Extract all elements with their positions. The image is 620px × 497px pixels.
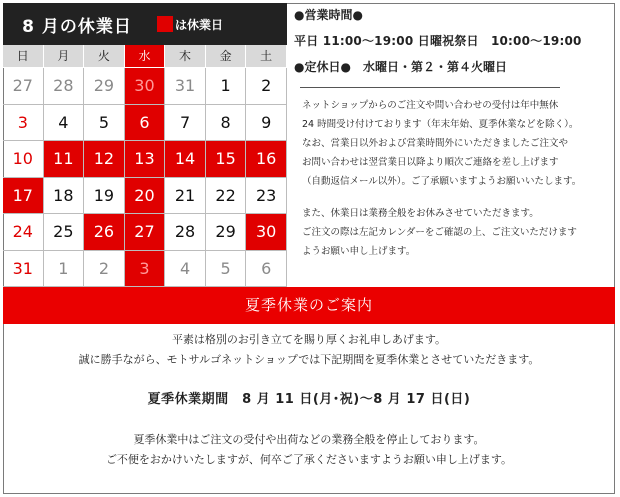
- closed-days-calendar: [3, 3, 287, 287]
- calendar-day: 24: [3, 214, 44, 251]
- calendar-day-closed: 11: [44, 141, 85, 178]
- weekday-header: 月: [44, 45, 85, 68]
- calendar-day: 19: [84, 178, 125, 215]
- calendar-day: 25: [44, 214, 85, 251]
- calendar-day: 3: [3, 105, 44, 142]
- weekday-header: 水: [125, 45, 166, 68]
- note-line: （自動返信メール以外）。ご了承願いますようお願いいたします。: [302, 176, 582, 187]
- calendar-day-closed: 17: [3, 178, 44, 215]
- holiday-period: 夏季休業期間 8 月 11 日(月･祝)～8 月 17 日(日): [147, 392, 471, 407]
- calendar-day-closed: 27: [125, 214, 166, 251]
- suspension-line: 夏季休業中はご注文の受付や出荷などの業務全般を停止しております。: [133, 433, 485, 446]
- calendar-day-closed: 6: [125, 105, 166, 142]
- calendar-day: 29: [206, 214, 247, 251]
- legend-red-swatch: [157, 16, 173, 32]
- weekday-header: 金: [206, 45, 247, 68]
- calendar-day: 31: [165, 68, 206, 105]
- calendar-day: 6: [246, 251, 287, 288]
- calendar-day-closed: 14: [165, 141, 206, 178]
- calendar-day: 2: [84, 251, 125, 288]
- calendar-day: 5: [84, 105, 125, 142]
- business-info: [294, 6, 612, 261]
- legend-label: は休業日: [175, 17, 224, 32]
- note-line: 24 時間受け付けております（年末年始、夏季休業などを除く）。: [302, 119, 579, 130]
- calendar-day: 31: [3, 251, 44, 288]
- calendar-day-closed: 13: [125, 141, 166, 178]
- calendar-day: 1: [44, 251, 85, 288]
- hours-text: 平日 11:00～19:00 日曜祝祭日 10:00～19:00: [294, 34, 582, 48]
- calendar-day: 8: [206, 105, 247, 142]
- calendar-title: 8 月の休業日: [22, 16, 132, 37]
- calendar-day: 4: [165, 251, 206, 288]
- calendar-day-closed: 30: [125, 68, 166, 105]
- calendar-day: 28: [165, 214, 206, 251]
- note-line: ご注文の際は左記カレンダーをご確認の上、ご注文いただけます: [302, 227, 577, 238]
- calendar-day: 1: [206, 68, 247, 105]
- closed-days-text: ●定休日● 水曜日・第２・第４火曜日: [294, 60, 507, 74]
- apology-line: ご不便をおかけいたしますが、何卒ご了承くださいますようお願い申し上げます。: [105, 453, 513, 466]
- note-line: ようお願い申し上げます。: [302, 246, 416, 257]
- note-line: また、休業日は業務全般をお休みさせていただきます。: [302, 208, 539, 219]
- calendar-day-closed: 12: [84, 141, 125, 178]
- calendar-day: 4: [44, 105, 85, 142]
- calendar-header: [3, 3, 287, 45]
- summer-holiday-notice: [3, 330, 615, 470]
- calendar-day-closed: 20: [125, 178, 166, 215]
- calendar-day: 18: [44, 178, 85, 215]
- hours-heading: ●営業時間●: [294, 8, 363, 22]
- calendar-day-closed: 30: [246, 214, 287, 251]
- calendar-grid: [3, 45, 287, 287]
- weekday-header: 火: [84, 45, 125, 68]
- calendar-day-closed: 16: [246, 141, 287, 178]
- note-line: なお、営業日以外および営業時間外にいただきましたご注文や: [302, 138, 569, 149]
- calendar-day: 29: [84, 68, 125, 105]
- calendar-day: 9: [246, 105, 287, 142]
- calendar-day: 21: [165, 178, 206, 215]
- calendar-day: 7: [165, 105, 206, 142]
- weekday-header: 土: [246, 45, 287, 68]
- calendar-day: 5: [206, 251, 247, 288]
- note-line: お問い合わせは翌営業日以降より順次ご連絡を差し上げます: [302, 157, 559, 168]
- calendar-day: 23: [246, 178, 287, 215]
- calendar-day: 27: [3, 68, 44, 105]
- calendar-day: 28: [44, 68, 85, 105]
- weekday-header: 日: [3, 45, 44, 68]
- calendar-day-closed: 15: [206, 141, 247, 178]
- calendar-day-closed: 3: [125, 251, 166, 288]
- summer-holiday-banner: 夏季休業のご案内: [3, 287, 615, 324]
- greeting-line: 平素は格別のお引き立てを賜り厚くお礼申しあげます。: [171, 333, 447, 346]
- online-order-note: [294, 96, 612, 191]
- calendar-day-closed: 26: [84, 214, 125, 251]
- closed-day-note: [294, 204, 612, 261]
- announcement-line: 誠に勝手ながら、モトサルゴネットショップでは下記期間を夏季休業とさせていただきます。: [78, 353, 540, 366]
- calendar-day: 2: [246, 68, 287, 105]
- weekday-header: 木: [165, 45, 206, 68]
- calendar-day: 22: [206, 178, 247, 215]
- divider: [300, 87, 560, 88]
- calendar-day: 10: [3, 141, 44, 178]
- note-line: ネットショップからのご注文や問い合わせの受付は年中無休: [302, 100, 559, 111]
